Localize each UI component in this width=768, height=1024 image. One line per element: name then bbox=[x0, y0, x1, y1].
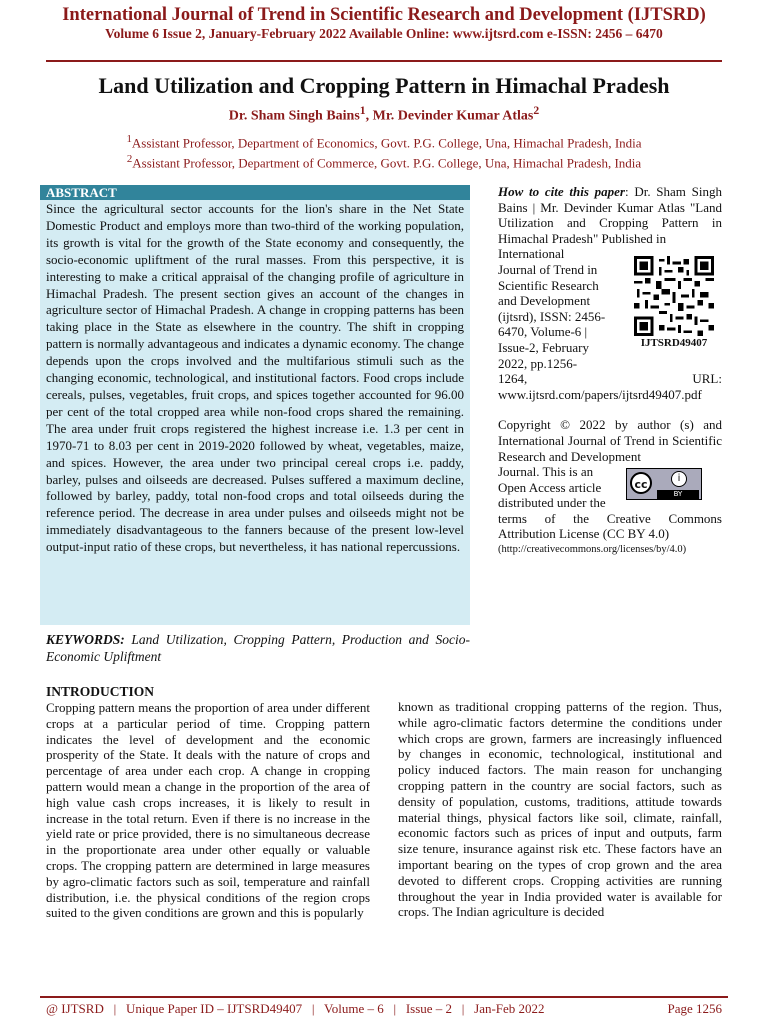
cc-icon: cc bbox=[630, 472, 652, 494]
author-2: Mr. Devinder Kumar Atlas bbox=[372, 108, 534, 124]
citation-line-5: (ijtsrd), ISSN: 2456- bbox=[498, 308, 606, 324]
author-1-sup: 1 bbox=[359, 104, 366, 117]
affiliation-1-sup: 1 bbox=[126, 133, 132, 145]
by-person-icon: i bbox=[671, 471, 687, 487]
citation-line-7: Issue-2, February bbox=[498, 339, 589, 355]
keywords bbox=[46, 631, 470, 665]
journal-name: International Journal of Trend in Scientific Research and Development (IJTSRD) bbox=[62, 5, 706, 25]
citation-line-3: Scientific Research bbox=[498, 277, 599, 293]
affiliation-2 bbox=[0, 151, 768, 171]
paper-code: IJTSRD49407 bbox=[640, 337, 708, 349]
qr-code-block bbox=[626, 256, 722, 350]
citation-wrapped-lines bbox=[498, 246, 622, 371]
introduction-column-2: known as traditional cropping patterns of the region. Thus, while agro-climatic factors determine the conditions under which crops are grown, farmers are increasingly influenced by changes in economic, technological, institutional and policy induced factors. The main reason for unchanging cropping pattern in the country are social factors, such as density of population, customs, traditions, attitude towards material things, physical factors like soil, climate, rainfall, economic factors such as prices of input and outputs, farm size tenure, insurance against risk etc. These factors have an important bearing on the types of crop grown and the area devoted to different crops. Cropping activities are running throughout the year in India provided water is available for crops. The Indian agriculture is decided bbox=[398, 699, 722, 920]
journal-header bbox=[0, 4, 768, 42]
citation-intro bbox=[498, 184, 722, 246]
authors bbox=[0, 104, 768, 125]
affiliation-1 bbox=[0, 131, 768, 151]
keywords-label: KEYWORDS: bbox=[46, 632, 125, 647]
affiliations bbox=[0, 131, 768, 172]
affiliation-2-sup: 2 bbox=[126, 153, 133, 166]
citation-line-8: 2022, pp.1256- bbox=[498, 355, 578, 371]
copyright-line-2: Open Access article bbox=[498, 479, 602, 495]
citation-label: How to cite this paper bbox=[498, 184, 625, 199]
affiliation-1-text: Assistant Professor, Department of Economics, Govt. P.G. College, Una, Himachal Pradesh, India bbox=[131, 135, 642, 151]
citation-block bbox=[498, 184, 722, 558]
header-rule bbox=[46, 60, 722, 62]
author-2-sup: 2 bbox=[533, 104, 540, 117]
copyright-text: Copyright © 2022 by author (s) and International Journal of Trend in Scientific Research and Development bbox=[498, 417, 722, 464]
by-label: BY bbox=[657, 490, 699, 499]
abstract-text: Since the agricultural sector accounts for the lion's share in the Net State Domestic Product and employs more than two-third of the working population, its growth is vital for the growth of the State economy and consequently, the socio-economic upliftment of the rural masses. From this perspective, it is interesting to make a critical appraisal of the changing profile of agriculture in Himachal Pradesh. The present section gives an account of the changes in agriculture sector of Himachal Pradesh. A change in cropping patterns has been taking place in the State as elsewhere in the country. The shift in cropping pattern is normally advantageous and indicates a dynamic economy. The change depends upon the crops involved and the multifarious stimuli such as the changing economic, technological, and institutional factors. Food crops include cereals, pulses, vegetables, fruit crops, and spices together accounted for 96.00 per cent of the total cropped area while non-food crops shared the remaining. The area under fruit crops registered the highest increase i.e. 1.3 per cent in 1970-71 to 8.03 per cent in 2019-2020 followed by wheat, vegetables, maize, and spices. However, the area under two principal cereal crops i.e. paddy, barley, pulses and oilseeds are decreased. Pulses suffered a maximum decline, followed by barley, paddy, total non-food crops and total oilseeds during the reference period. The decrease in area under pulses and oilseeds might not be immediately disadvantageous to the fanners because of the present low-level output-input ratio of these crops, but nevertheless, it has national repercussions. bbox=[46, 201, 464, 555]
copyright-line-1: Journal. This is an bbox=[498, 464, 594, 480]
author-1: Dr. Sham Singh Bains bbox=[228, 108, 360, 124]
qr-code-icon bbox=[629, 256, 719, 336]
license-url[interactable]: (http://creativecommons.org/licenses/by/4.0) bbox=[498, 544, 687, 556]
affiliation-2-text: Assistant Professor, Department of Commerce, Govt. P.G. College, Una, Himachal Pradesh, India bbox=[132, 155, 642, 171]
cc-by-badge[interactable] bbox=[626, 468, 702, 500]
citation-line-1: International bbox=[498, 246, 565, 262]
abstract-heading: ABSTRACT bbox=[40, 185, 470, 200]
author-separator: , bbox=[365, 108, 373, 124]
keywords-text: Land Utilization, Cropping Pattern, Production and Socio-Economic Upliftment bbox=[46, 632, 470, 664]
citation-line-2: Journal of Trend in bbox=[498, 261, 598, 277]
footer-info: @ IJTSRD | Unique Paper ID – IJTSRD49407 | Volume – 6 | Issue – 2 | Jan-Feb 2022 bbox=[46, 1001, 545, 1016]
page-number: Page 1256 bbox=[667, 1001, 722, 1016]
citation-line-4: and Development bbox=[498, 293, 591, 309]
copyright-wrapped-lines bbox=[498, 464, 622, 511]
introduction-heading: INTRODUCTION bbox=[46, 684, 155, 699]
volume-line: Volume 6 Issue 2, January-February 2022 Available Online: www.ijtsrd.com e-ISSN: 2456 – 6470 bbox=[105, 26, 663, 41]
citation-line-9: 1264, URL: bbox=[498, 371, 722, 387]
copyright-license: terms of the Creative Commons Attribution License (CC BY 4.0) bbox=[498, 510, 722, 542]
citation-url[interactable]: www.ijtsrd.com/papers/ijtsrd49407.pdf bbox=[498, 386, 702, 402]
citation-text: : Dr. Sham Singh Bains | Mr. Devinder Kumar Atlas "Land Utilization and Cropping Pattern in Himachal Pradesh" Published in bbox=[498, 184, 723, 246]
citation-line-6: 6470, Volume-6 | bbox=[498, 324, 588, 340]
copyright-line-3: distributed under the bbox=[498, 495, 606, 511]
introduction-column-1: Cropping pattern means the proportion of area under different crops at a particular period of time. Cropping pattern indicates the level of development and the economic prosperity of the State. It deals with the nature of crops and percentage of area under each crop. A change in cropping pattern would mean a change in the proportion of the area of high value cash crops increases, it is likely to result in increase in the total return. Even if there is no increase in the yield rate or price provided, there is no simultaneous decrease in the proportionate area under other equally or valuable crops. The cropping pattern are determined in large measures by agro-climatic factors such as soil, temperature and rainfall distribution, i.e. the physical conditions of the region crops suited to the given conditions are grown and this is popularly bbox=[46, 700, 370, 921]
paper-title: Land Utilization and Cropping Pattern in Himachal Pradesh bbox=[98, 73, 670, 98]
footer-rule bbox=[40, 996, 728, 998]
